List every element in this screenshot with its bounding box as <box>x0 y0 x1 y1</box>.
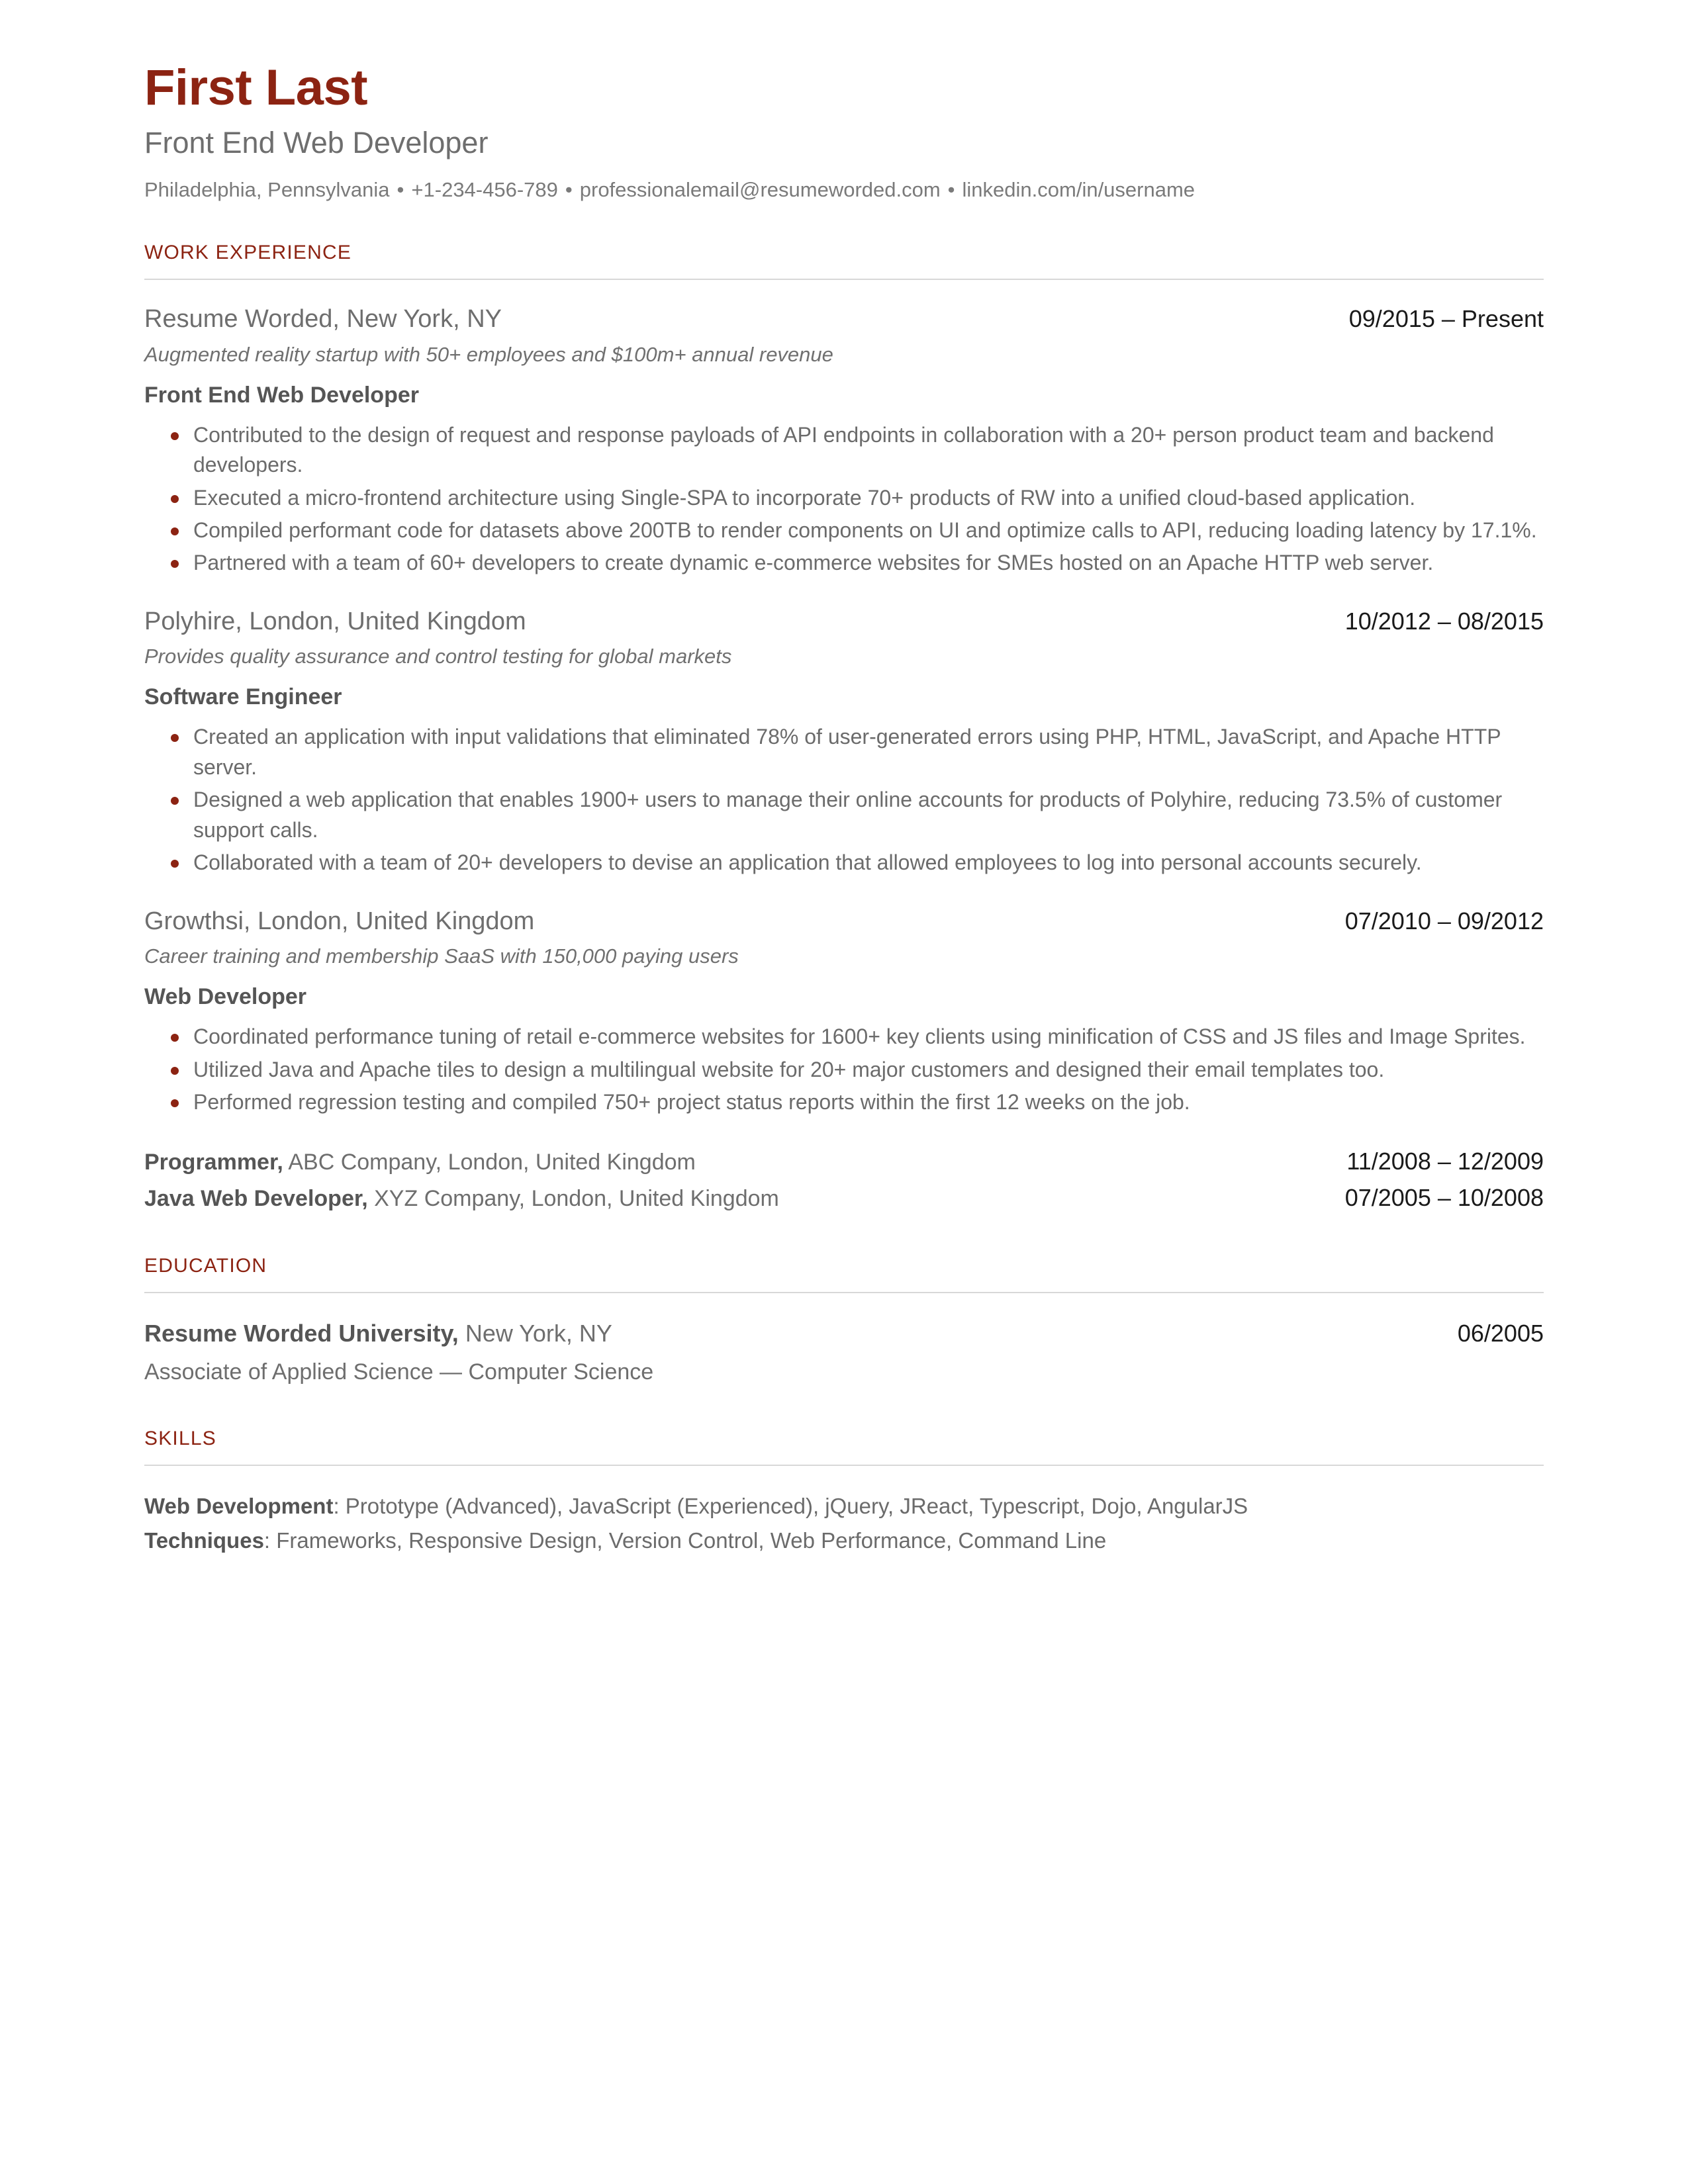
job-bullet-text: Created an application with input validations that eliminated 78% of user-generated errors using PHP, HTML, JavaScript, and Apache HTTP server. <box>193 725 1501 779</box>
contact-email[interactable]: professionalemail@resumeworded.com <box>579 178 941 201</box>
bullet-dot-icon <box>171 734 179 742</box>
short-role-row <box>144 1183 1544 1214</box>
job-bullet-text: Executed a micro-frontend architecture using Single-SPA to incorporate 70+ products of RW into a unified cloud-based application. <box>193 485 1416 510</box>
candidate-name: First Last <box>144 60 368 116</box>
job-bullet <box>144 548 1544 578</box>
skill-values: : Frameworks, Responsive Design, Version Control, Web Performance, Command Line <box>263 1527 1107 1553</box>
job-header-row <box>144 906 1544 938</box>
short-role-label <box>144 1184 779 1213</box>
section-title-education: EDUCATION <box>144 1255 267 1277</box>
contact-separator-1: • <box>397 178 404 201</box>
short-role-label <box>144 1148 696 1177</box>
contact-separator-3: • <box>947 178 955 201</box>
short-role-employer: XYZ Company, London, United Kingdom <box>367 1186 779 1212</box>
job-description: Augmented reality startup with 50+ employees and $100m+ annual revenue <box>144 342 833 366</box>
skill-category: Web Development <box>144 1494 334 1519</box>
job-bullet-text: Compiled performant code for datasets above 200TB to render components on UI and optimize calls to API, reducing loading latency by 17.1%. <box>193 518 1537 543</box>
job-entry <box>144 304 1544 578</box>
contact-linkedin[interactable]: linkedin.com/in/username <box>962 178 1196 201</box>
short-role-dates: 07/2005 – 10/2008 <box>1344 1184 1544 1212</box>
job-header-row <box>144 606 1544 638</box>
bullet-dot-icon <box>171 527 179 535</box>
contact-line <box>144 177 1544 202</box>
bullet-dot-icon <box>171 560 179 568</box>
education-header-row <box>144 1318 1544 1349</box>
job-bullet-text: Contributed to the design of request and response payloads of API endpoints in collaboration with a 20+ person product team and backend developers. <box>193 422 1494 477</box>
job-dates: 10/2012 – 08/2015 <box>1344 607 1544 635</box>
section-divider-skills <box>144 1465 1544 1466</box>
resume-content <box>144 60 1544 1555</box>
bullet-dot-icon <box>171 797 179 805</box>
skill-line <box>144 1525 1544 1556</box>
job-description: Career training and membership SaaS with 150,000 paying users <box>144 944 739 968</box>
job-bullet <box>144 1087 1544 1117</box>
bullet-dot-icon <box>171 860 179 868</box>
job-dates: 09/2015 – Present <box>1348 305 1544 333</box>
short-role-dates: 11/2008 – 12/2009 <box>1346 1148 1544 1175</box>
section-divider-work <box>144 279 1544 280</box>
skill-line <box>144 1491 1544 1522</box>
section-education <box>144 1255 1544 1387</box>
bullet-dot-icon <box>171 1099 179 1107</box>
section-work-experience <box>144 242 1544 1214</box>
bullet-dot-icon <box>171 432 179 440</box>
short-role-title: Programmer, <box>144 1150 283 1175</box>
job-title: Web Developer <box>144 983 307 1009</box>
job-title: Front End Web Developer <box>144 382 419 408</box>
short-role-employer: ABC Company, London, United Kingdom <box>283 1150 696 1175</box>
section-divider-education <box>144 1292 1544 1293</box>
job-description: Provides quality assurance and control testing for global markets <box>144 645 732 668</box>
job-header-row <box>144 304 1544 336</box>
education-degree: Associate of Applied Science — Computer Science <box>144 1359 654 1385</box>
contact-separator-2: • <box>565 178 573 201</box>
skills-list <box>144 1491 1544 1555</box>
skill-values: : Prototype (Advanced), JavaScript (Experienced), jQuery, JReact, Typescript, Dojo, AngularJS <box>333 1494 1248 1519</box>
short-role-row <box>144 1146 1544 1177</box>
education-location: New York, NY <box>458 1320 612 1347</box>
job-entry <box>144 906 1544 1118</box>
job-bullet-list <box>144 1022 1544 1117</box>
bullet-dot-icon <box>171 1034 179 1042</box>
job-bullet <box>144 420 1544 480</box>
job-bullet-text: Coordinated performance tuning of retail e-commerce websites for 1600+ key clients using minification of CSS and JS files and Image Sprites. <box>193 1024 1526 1049</box>
job-bullet <box>144 785 1544 845</box>
bullet-dot-icon <box>171 495 179 503</box>
job-bullet <box>144 516 1544 545</box>
job-bullet-text: Performed regression testing and compiled 750+ project status reports within the first 12 weeks on the job. <box>193 1090 1190 1115</box>
job-dates: 07/2010 – 09/2012 <box>1344 907 1544 934</box>
job-bullet-text: Partnered with a team of 60+ developers to create dynamic e-commerce websites for SMEs hosted on an Apache HTTP web server. <box>193 551 1434 575</box>
education-entry <box>144 1318 1544 1387</box>
short-role-title: Java Web Developer, <box>144 1186 368 1212</box>
job-bullet-list <box>144 722 1544 878</box>
bullet-dot-icon <box>171 1067 179 1075</box>
job-title: Software Engineer <box>144 684 342 710</box>
section-title-skills: SKILLS <box>144 1428 216 1450</box>
skill-category: Techniques <box>144 1527 264 1553</box>
job-bullet-text: Collaborated with a team of 20+ developers to devise an application that allowed employees to log into personal accounts securely. <box>193 850 1422 875</box>
job-entry <box>144 606 1544 878</box>
section-title-work: WORK EXPERIENCE <box>144 242 352 264</box>
job-bullet-text: Utilized Java and Apache tiles to design a multilingual website for 20+ major customers and designed their email templates too. <box>193 1057 1385 1081</box>
job-bullet <box>144 1022 1544 1052</box>
short-role-list <box>144 1146 1544 1214</box>
job-bullet <box>144 1055 1544 1085</box>
education-school: Resume Worded University, <box>144 1320 459 1347</box>
job-company: Growthsi, London, United Kingdom <box>144 907 535 935</box>
resume-header <box>144 60 1544 202</box>
section-skills <box>144 1428 1544 1555</box>
contact-phone: +1-234-456-789 <box>411 178 558 201</box>
job-company: Resume Worded, New York, NY <box>144 305 502 334</box>
job-bullet <box>144 848 1544 878</box>
education-date: 06/2005 <box>1457 1320 1544 1347</box>
job-bullet <box>144 722 1544 782</box>
education-school-line <box>144 1318 612 1349</box>
job-bullet-text: Designed a web application that enables 1900+ users to manage their online accounts for products of Polyhire, reducing 73.5% of customer support calls. <box>193 788 1503 842</box>
contact-location: Philadelphia, Pennsylvania <box>144 178 390 201</box>
candidate-headline: Front End Web Developer <box>144 126 489 159</box>
job-bullet-list <box>144 420 1544 578</box>
job-bullet <box>144 483 1544 513</box>
job-company: Polyhire, London, United Kingdom <box>144 607 526 635</box>
